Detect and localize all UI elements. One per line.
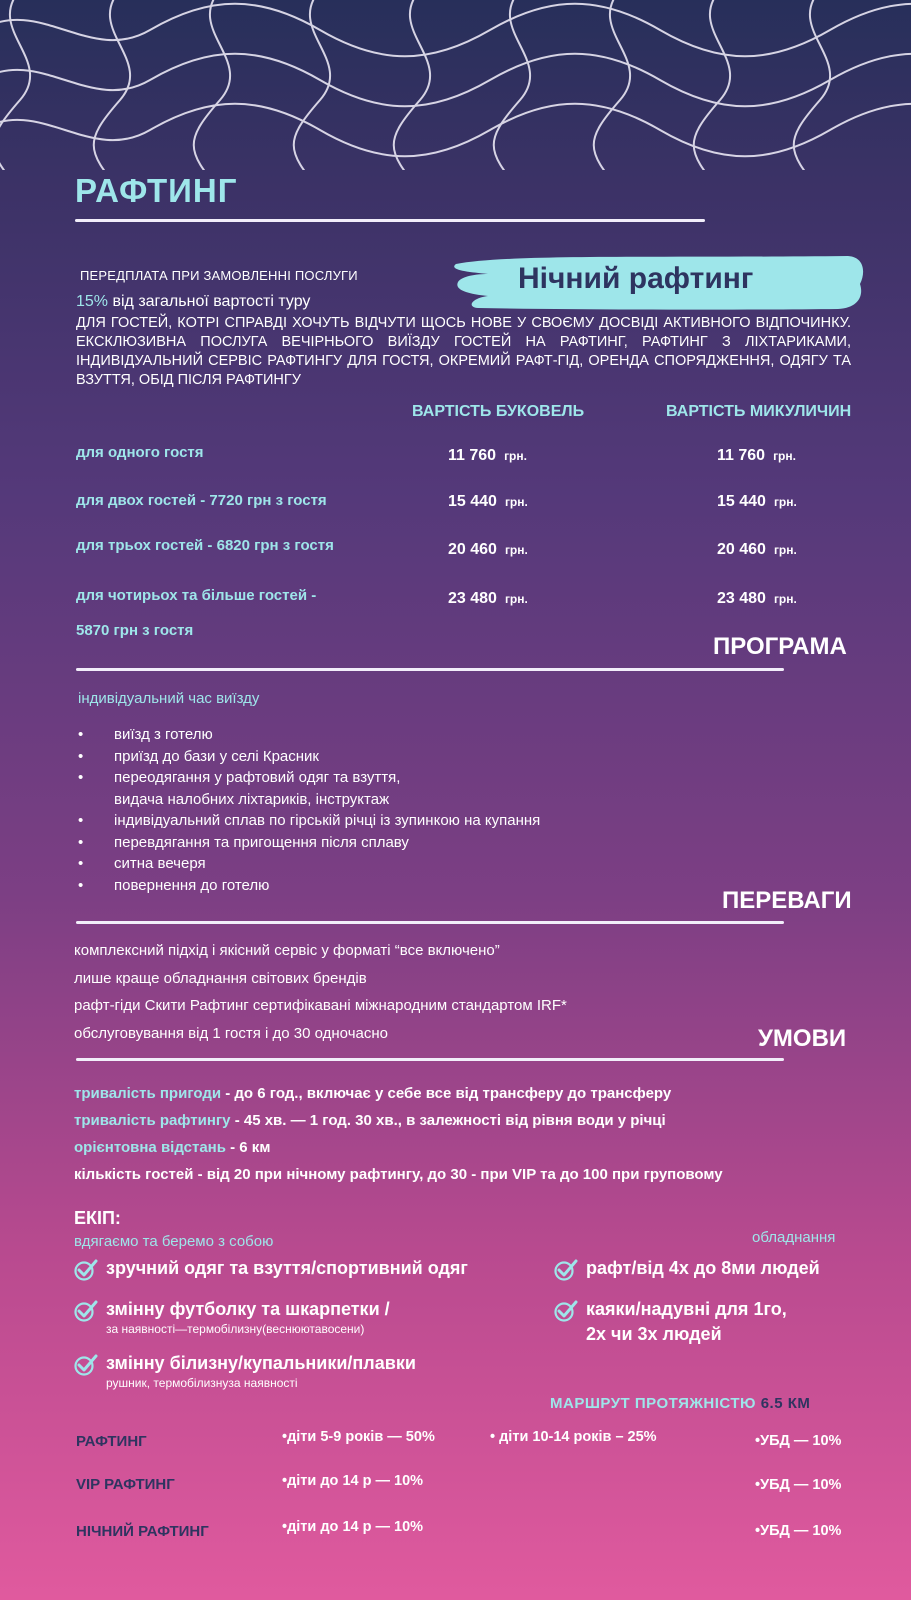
list-item: • повернення до готелю: [76, 875, 540, 897]
check-icon: [74, 1353, 98, 1377]
list-item: тривалість пригоди - до 6 год., включає у себе все від трансферу до трансферу: [74, 1085, 672, 1102]
list-item: • приїзд до бази у селі Красник: [76, 746, 540, 768]
discount-ubd: •УБД — 10%: [755, 1523, 842, 1539]
list-item: • перевдягання та пригощення після сплаву: [76, 832, 540, 854]
list-item: орієнтовна відстань - 6 км: [74, 1139, 271, 1156]
gear-item-title: зручний одяг та взуття/спортивний одяг: [106, 1258, 468, 1278]
price-bukovel: 15 440 грн.: [448, 493, 528, 510]
discount-ubd: •УБД — 10%: [755, 1477, 842, 1493]
list-item: • індивідуальний сплав по гірській річці із зупинкою на купання: [76, 810, 540, 832]
conditions-heading: УМОВИ: [758, 1025, 847, 1052]
prepay-percent: 15%: [76, 293, 109, 310]
conditions-list: [74, 1080, 723, 1188]
discount-children: •діти до 14 р — 10%: [282, 1473, 424, 1489]
gear-item-note: рушник, термобілизнуза наявності: [106, 1376, 298, 1390]
route-length: МАРШРУТ ПРОТЯЖНІСТЮ 6.5 КМ: [550, 1395, 811, 1412]
price-row-label: для чотирьох та більше гостей -: [76, 587, 317, 604]
program-divider: [76, 668, 784, 671]
col-header-mykulychyn: ВАРТІСТЬ МИКУЛИЧИН: [666, 403, 852, 420]
price-mykulychyn: 20 460 грн.: [717, 541, 797, 558]
price-mykulychyn: 23 480 грн.: [717, 590, 797, 607]
equipment-item-title: каяки/надувні для 1го,: [586, 1299, 787, 1319]
badge-title: Нічний рафтинг: [518, 262, 754, 295]
check-icon: [554, 1258, 578, 1282]
list-item: рафт-гіди Скити Рафтинг сертифікавані міжнародним стандартом IRF*: [74, 997, 567, 1014]
advantages-divider: [76, 921, 784, 924]
prepay-text: від загальної вартості туру: [108, 293, 311, 310]
wave-pattern-decoration: [0, 0, 911, 170]
equipment-item-title: рафт/від 4х до 8ми людей: [586, 1258, 820, 1278]
program-list: [76, 724, 540, 896]
discount-ubd: •УБД — 10%: [755, 1433, 842, 1449]
list-item: • ситна вечеря: [76, 853, 540, 875]
advantages-list: [74, 937, 567, 1047]
prepay-label: ПЕРЕДПЛАТА ПРИ ЗАМОВЛЕННІ ПОСЛУГИ: [80, 268, 358, 283]
list-item: • переодягання у рафтовий одяг та взуття,: [76, 767, 540, 789]
discount-children: •діти до 14 р — 10%: [282, 1519, 424, 1535]
price-bukovel: 23 480 грн.: [448, 590, 528, 607]
program-heading: ПРОГРАМА: [713, 633, 847, 660]
discount-name: РАФТИНГ: [76, 1433, 147, 1450]
night-rafting-badge: [448, 252, 868, 314]
list-item: комплексний підхід і якісний сервіс у форматі “все включено”: [74, 942, 500, 959]
list-item: тривалість рафтингу - 45 хв. — 1 год. 30 хв., в залежності від рівня води у річці: [74, 1112, 666, 1129]
ekip-subheading: вдягаємо та беремо з собою: [74, 1233, 274, 1250]
col-header-bukovel: ВАРТІСТЬ БУКОВЕЛЬ: [412, 403, 585, 420]
price-row-label-cont: 5870 грн з гостя: [76, 622, 194, 639]
list-item: кількість гостей - від 20 при нічному рафтингу, до 30 - при VIP та до 100 при груповому: [74, 1166, 723, 1183]
equipment-item-title-cont: 2х чи 3х людей: [586, 1324, 722, 1344]
discount-children: •діти 5-9 років — 50%: [282, 1429, 435, 1445]
advantages-heading: ПЕРЕВАГИ: [722, 887, 852, 914]
discount-children: • діти 10-14 років – 25%: [490, 1429, 657, 1445]
prepay-line: [76, 293, 310, 311]
price-bukovel: 20 460 грн.: [448, 541, 528, 558]
page-title: РАФТИНГ: [75, 172, 238, 209]
check-icon: [74, 1299, 98, 1323]
check-icon: [74, 1258, 98, 1282]
price-mykulychyn: 11 760 грн.: [717, 447, 796, 464]
ekip-heading: ЕКІП:: [74, 1208, 121, 1228]
list-item: • виїзд з готелю: [76, 724, 540, 746]
discount-name: VIP РАФТИНГ: [76, 1476, 175, 1493]
price-row-label: для трьох гостей - 6820 грн з гостя: [76, 537, 334, 554]
program-note: індивідуальний час виїзду: [78, 690, 260, 707]
price-bukovel: 11 760 грн.: [448, 447, 527, 464]
conditions-divider: [76, 1058, 784, 1061]
gear-item-note: за наявності—термобілизну(веснюютавосени): [106, 1322, 365, 1336]
title-divider: [75, 219, 705, 222]
price-mykulychyn: 15 440 грн.: [717, 493, 797, 510]
route-km: 6.5 КМ: [760, 1395, 811, 1412]
price-row-label: для двох гостей - 7720 грн з гостя: [76, 492, 327, 509]
discount-name: НІЧНИЙ РАФТИНГ: [76, 1523, 209, 1540]
service-description: ДЛЯ ГОСТЕЙ, КОТРІ СПРАВДІ ХОЧУТЬ ВІДЧУТИ ЩОСЬ НОВЕ У СВОЄМУ ДОСВІДІ АКТИВНОГО ВІДПОЧИНКУ. ЕКСКЛЮЗИВНА ПОСЛУГА ВЕЧІРНЬОГО ВИЇЗДУ ГОСТЕЙ НА РАФТИНГ, РАФТИНГ З ЛІХТАРИКАМИ, ІНДИВІДУАЛЬНИЙ СЕРВІС РАФТИНГУ ДЛЯ ГОСТЯ, ОКРЕМИЙ РАФТ-ГІД, ОРЕНДА СПОРЯДЖЕННЯ, ОДЯГУ ТА ВЗУТТЯ, ОБІД ПІСЛЯ РАФТИНГУ: [76, 315, 851, 388]
check-icon: [554, 1299, 578, 1323]
price-row-label: для одного гостя: [76, 444, 204, 461]
gear-item-title: змінну білизну/купальники/плавки: [106, 1353, 416, 1373]
list-item: обслуговування від 1 гостя і до 30 одночасно: [74, 1024, 388, 1042]
list-item: лише краще обладнання світових брендів: [74, 969, 367, 987]
equipment-heading: обладнання: [752, 1229, 836, 1246]
gear-item-title: змінну футболку та шкарпетки /: [106, 1299, 390, 1319]
list-item-cont: видача налобних ліхтариків, інструктаж: [114, 790, 390, 808]
